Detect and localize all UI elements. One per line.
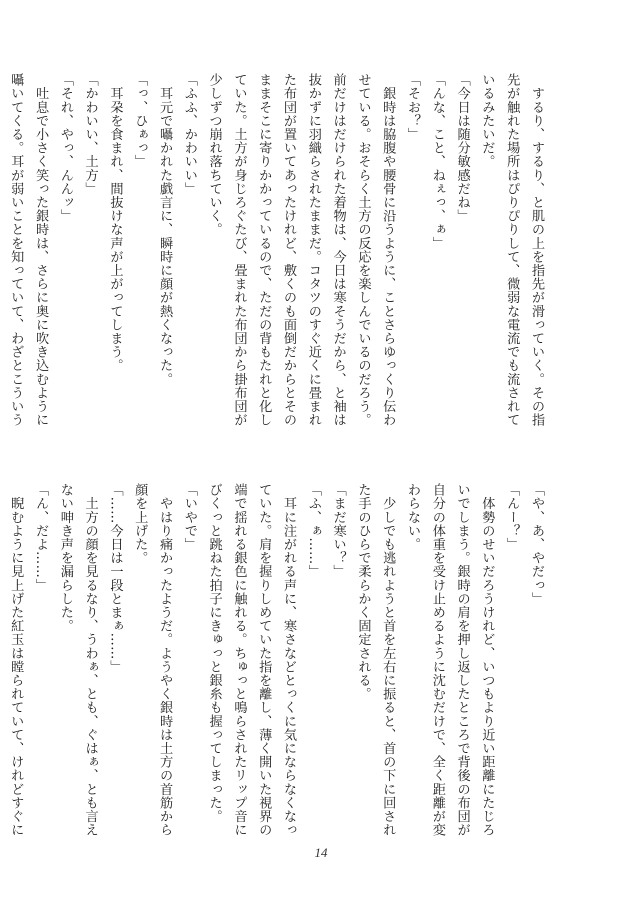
text-line: 「ん、だよ……」 — [33, 483, 49, 592]
text-line: 耳元で囁かれた戯言に、瞬時に顔が熱くなった。 — [157, 73, 173, 386]
top-text-block — [8, 73, 548, 427]
text-line: 「ふふ、かわいい」 — [181, 73, 197, 196]
text-line: 「いやで」 — [181, 483, 197, 551]
text-line: 耳に注がれる声に、寒さなどとっくに気にならなくなっ — [281, 483, 297, 837]
page-number: 14 — [314, 845, 328, 860]
text-line: 先が触れた場所はぴりぴりして、微弱な電流でも流されて — [504, 73, 520, 427]
text-line: 囁いてくる。耳が弱いことを知っていて、わざとこういう — [8, 73, 24, 427]
text-line: ままそこに寄りかかっているので、ただの背もたれと化し — [256, 73, 272, 427]
text-line: 体勢のせいだろうけれど、いつもより近い距離にたじろ — [479, 483, 495, 837]
text-line: いでしまう。銀時の肩を押し返したところで背後の布団が — [454, 483, 470, 837]
text-line: ない呻き声を漏らした。 — [57, 483, 73, 633]
text-line: 「や、あ、やだっ」 — [529, 483, 544, 606]
text-line: せている。おそらく土方の反応を楽しんでいるのだろう。 — [355, 73, 371, 427]
text-line: 自分の体重を受け止めるように沈むだけで、全く距離が変 — [429, 483, 445, 837]
text-line: ていた。土方が身じろぐたび、畳まれた布団から掛布団が — [231, 73, 247, 427]
text-line: た布団が置いてあったけれど、敷くのも面倒だからとその — [281, 73, 297, 427]
text-line: 「……今日は一段とまぁ……」 — [107, 483, 123, 674]
text-line: 土方の顔を見るなり、うわぁ、とも、ぐはぁ、とも言え — [82, 483, 98, 837]
bottom-text-block — [8, 483, 548, 837]
text-line: た手のひらで柔らかく固定される。 — [355, 483, 371, 701]
text-line: 「んー？」 — [504, 483, 520, 551]
text-line: 耳朶を食まれ、間抜けな声が上がってしまう。 — [107, 73, 123, 373]
text-line: 「ふ、ぁ……」 — [305, 483, 321, 579]
text-line: 少しずつ崩れ落ちていく。 — [206, 73, 222, 237]
text-line: するり、するり、と肌の上を指先が滑っていく。その指 — [529, 73, 544, 427]
text-line: 吐息で小さく笑った銀時は、さらに奥に吹き込むように — [33, 73, 49, 427]
text-line: 「そお？」 — [405, 73, 421, 141]
text-line: 「んな、こと、ねぇっ、ぁ」 — [429, 73, 445, 250]
text-line: 端で揺れる銀色に触れる。ちゅっと鳴らされたリップ音に — [231, 483, 247, 837]
text-line: やはり痛かったようだ。ようやく銀時は土方の首筋から — [157, 483, 173, 837]
text-line: いるみたいだ。 — [479, 73, 495, 169]
text-line: 抜かずに羽織らされたままだ。コタツのすぐ近くに畳まれ — [305, 73, 321, 427]
text-line: 少しでも逃れようと首を左右に振ると、首の下に回され — [380, 483, 396, 837]
text-line: 前だけはだけられた着物は、今日は寒そうだから、と袖は — [330, 73, 346, 427]
text-line: 「かわいい、土方」 — [82, 73, 98, 196]
text-line: 銀時は脇腹や腰骨に沿うように、ことさらゆっくり伝わ — [380, 73, 396, 427]
text-line: わらない。 — [405, 483, 421, 551]
text-line: ていた。肩を握りしめていた指を離し、薄く開いた視界の — [256, 483, 272, 837]
text-line: 顔を上げた。 — [132, 483, 148, 565]
text-line: 「今日は随分敏感だね」 — [454, 73, 470, 223]
text-line: 睨むように見上げた紅玉は瞠られていて、けれどすぐに — [8, 483, 24, 837]
text-line: びくっと跳ねた拍子にきゅっと銀糸も握ってしまった。 — [206, 483, 222, 823]
text-line: 「まだ寒い？」 — [330, 483, 346, 579]
text-line: 「それ、やっ、んんッ」 — [57, 73, 73, 223]
text-line: 「っ、ひぁっ」 — [132, 73, 148, 169]
